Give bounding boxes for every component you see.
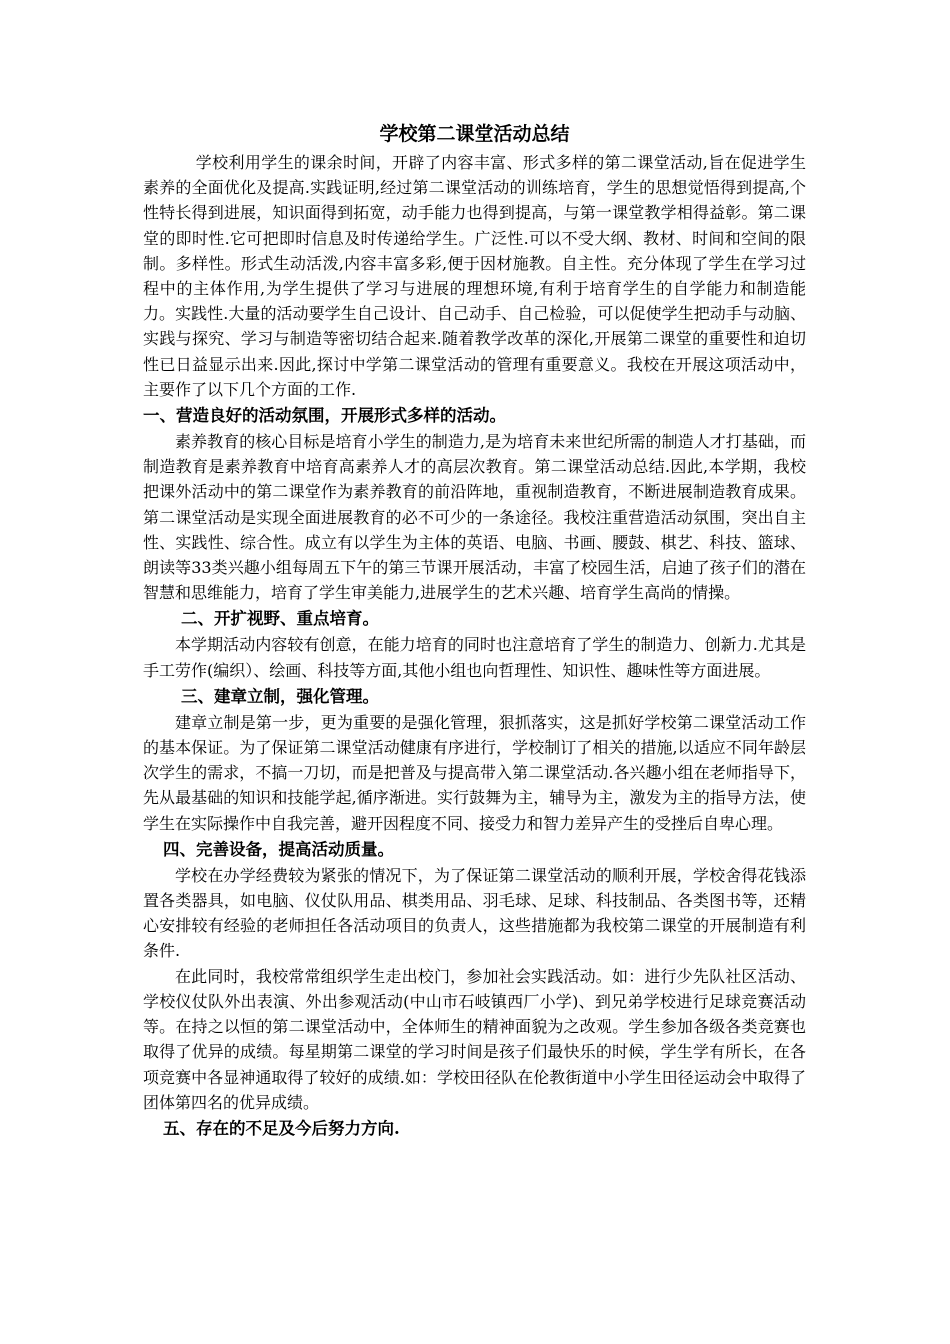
section-3-paragraph: 建章立制是第一步，更为重要的是强化管理，狠抓落实，这是抓好学校第二课堂活动工作的基本保证。为了保证第二课堂活动健康有序进行，学校制订了相关的措施,以适应不同年龄层次学生的需求，不搞一刀切，而是把普及与提高带入第二课堂活动.各兴趣小组在老师指导下，先从最基础的知识和技能学起,循序渐进。实行鼓舞为主，辅导为主，激发为主的指导方法，使学生在实际操作中自我完善，避开因程度不同、接受力和智力差异产生的受挫后自卑心理。 [143,712,806,833]
intro-paragraph: 学校利用学生的课余时间，开辟了内容丰富、形式多样的第二课堂活动,旨在促进学生素养的全面优化及提高.实践证明,经过第二课堂活动的训练培育，学生的思想觉悟得到提高,个性特长得到进展，知识面得到拓宽，动手能力也得到提高，与第一课堂教学相得益彰。第二课堂的即时性.它可把即时信息及时传递给学生。广泛性.可以不受大纲、教材、时间和空间的限制。多样性。形式生动活泼,内容丰富多彩,便于因材施教。自主性。充分体现了学生在学习过程中的主体作用,为学生提供了学习与进展的理想环境,有利于培育学生的自学能力和制造能力。实践性.大量的活动要学生自己设计、自己动手、自己检验，可以促使学生把动手与动脑、实践与探究、学习与制造等密切结合起来.随着教学改革的深化,开展第二课堂的重要性和迫切性已日益显示出来.因此,探讨中学第二课堂活动的管理有重要意义。我校在开展这项活动中，主要作了以下几个方面的工作. [143,153,806,399]
section-1-heading: 一、营造良好的活动氛围，开展形式多样的活动。 [143,406,506,426]
section-4-heading: 四、完善设备，提高活动质量。 [163,839,394,859]
document-title: 学校第二课堂活动总结 [379,123,570,145]
section-4-paragraph-1: 学校在办学经费较为紧张的情况下，为了保证第二课堂活动的顺利开展，学校舍得花钱添置各类器具，如电脑、仪仗队用品、棋类用品、羽毛球、足球、科技制品、各类图书等，还精心安排较有经验的老师担任各活动项目的负责人，这些措施都为我校第二课堂的开展制造有利条件. [143,865,806,961]
document-page [143,118,806,1142]
section-4-paragraph-2: 在此同时，我校常常组织学生走出校门，参加社会实践活动。如：进行少先队社区活动、学校仪仗队外出表演、外出参观活动(中山市石岐镇西厂小学)、到兄弟学校进行足球竞赛活动等。在持之以恒的第二课堂活动中，全体师生的精神面貌为之改观。学生参加各级各类竞赛也取得了优异的成绩。每星期第二课堂的学习时间是孩子们最快乐的时候，学生学有所长，在各项竞赛中各显神通取得了较好的成绩.如：学校田径队在伦教街道中小学生田径运动会中取得了团体第四名的优异成绩。 [143,966,806,1112]
section-2-paragraph: 本学期活动内容较有创意，在能力培育的同时也注意培育了学生的制造力、创新力.尤其是手工劳作(编织）、绘画、科技等方面,其他小组也向哲理性、知识性、趣味性等方面进展。 [143,635,806,680]
section-2-heading: 二、开扩视野、重点培育。 [181,609,379,629]
section-1-paragraph: 素养教育的核心目标是培育小学生的制造力,是为培育未来世纪所需的制造人才打基础，而制造教育是素养教育中培育高素养人才的高层次教育。第二课堂活动总结.因此,本学期，我校把课外活动中的第二课堂作为素养教育的前沿阵地，重视制造教育，不断进展制造教育成果。第二课堂活动是实现全面进展教育的必不可少的一条途径。我校注重营造活动氛围，突出自主性、实践性、综合性。成立有以学生为主体的英语、电脑、书画、腰鼓、棋艺、科技、篮球、朗读等33类兴趣小组每周五下午的第三节课开展活动，丰富了校园生活，启迪了孩子们的潜在智慧和思维能力，培育了学生审美能力,进展学生的艺术兴趣、培育学生高尚的情操。 [143,432,806,603]
section-5-heading: 五、存在的不足及今后努力方向. [163,1118,400,1138]
section-3-heading: 三、建章立制，强化管理。 [181,686,379,706]
